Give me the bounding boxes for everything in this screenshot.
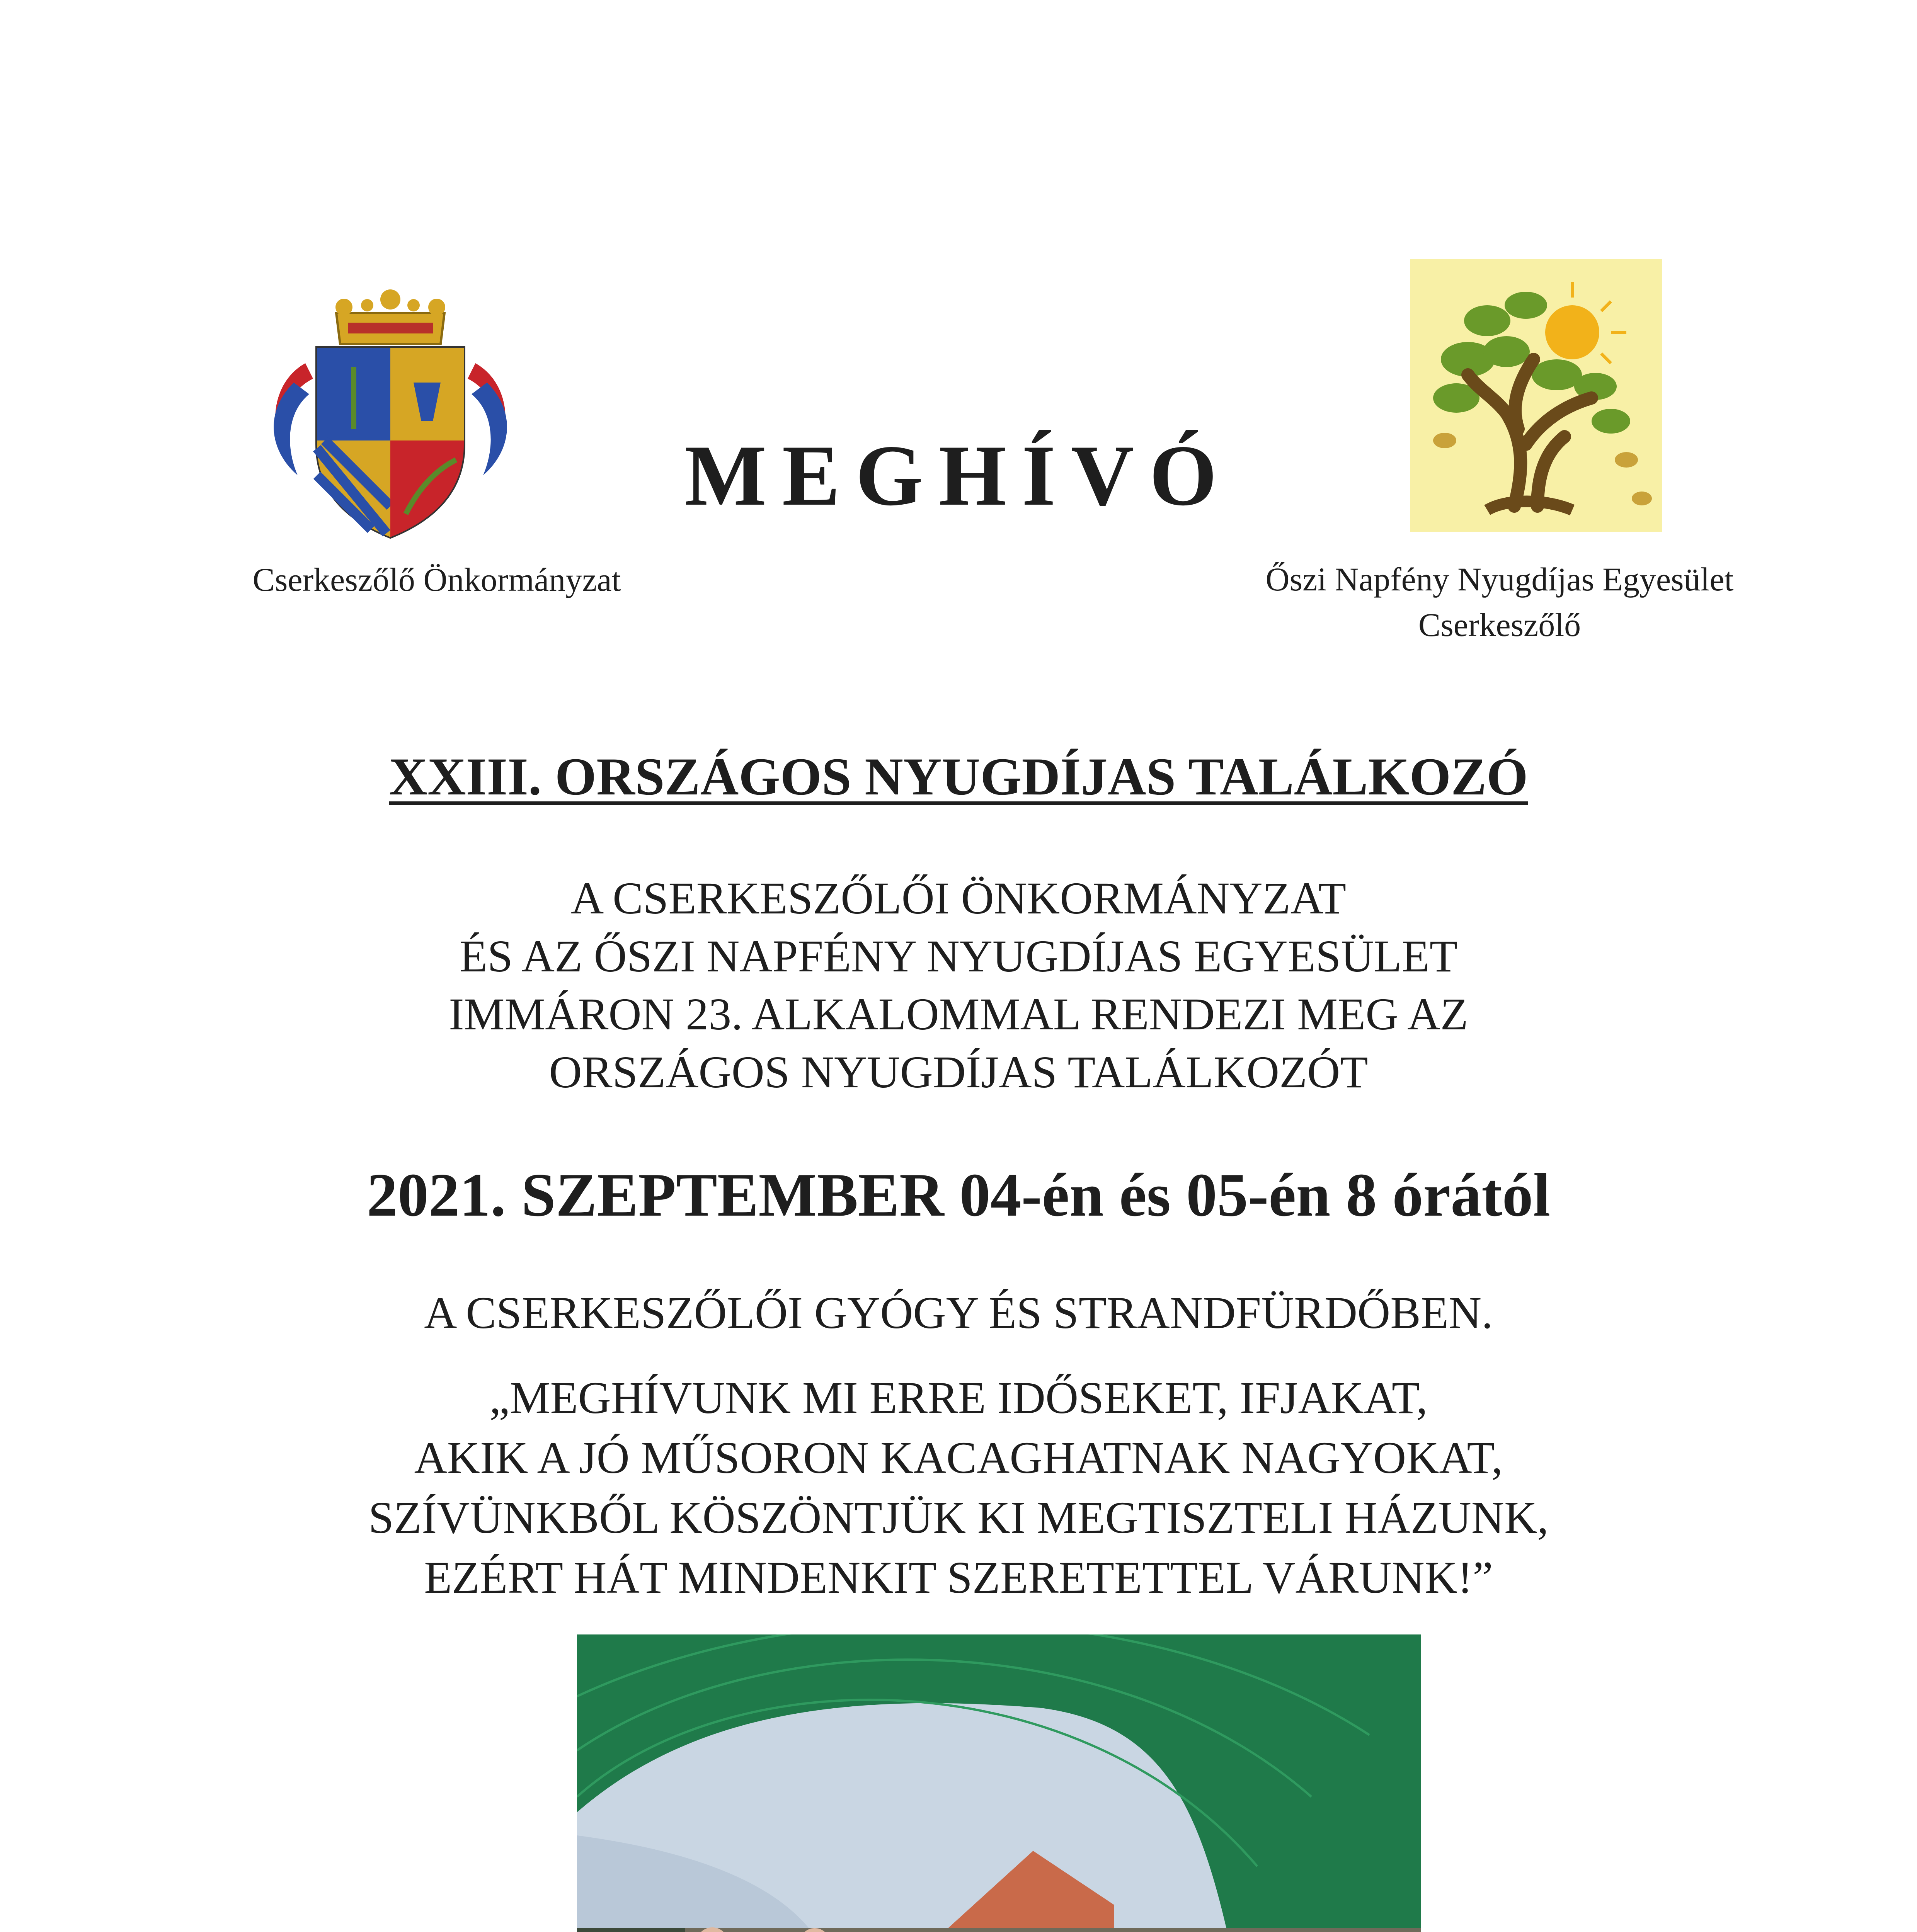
right-organization <box>1190 556 1809 648</box>
right-organization-name: Őszi Napfény Nyugdíjas Egyesület <box>1265 561 1734 598</box>
poem-line: EZÉRT HÁT MINDENKIT SZERETETTEL VÁRUNK!” <box>424 1552 1493 1603</box>
intro-line: A CSERKESZŐLŐI ÖNKORMÁNYZAT <box>570 873 1347 923</box>
left-organization: Cserkeszőlő Önkormányzat <box>252 561 621 598</box>
intro-line: IMMÁRON 23. ALKALOMMAL RENDEZI MEG AZ <box>449 989 1468 1039</box>
poem-line: SZÍVÜNKBŐL KÖSZÖNTJÜK KI MEGTISZTELI HÁZUNK, <box>368 1492 1549 1543</box>
event-venue: A CSERKESZŐLŐI GYÓGY ÉS STRANDFÜRDŐBEN. <box>424 1287 1493 1338</box>
page-title: MEGHÍVÓ <box>684 427 1233 524</box>
tree-sun-emblem-icon <box>1410 259 1662 532</box>
event-headline <box>0 746 1917 807</box>
right-organization-city: Cserkeszőlő <box>1418 606 1581 643</box>
intro-line: ORSZÁGOS NYUGDÍJAS TALÁLKOZÓT <box>549 1047 1368 1097</box>
poem-line: AKIK A JÓ MŰSORON KACAGHATNAK NAGYOKAT, <box>414 1432 1503 1483</box>
event-headline-text: XXIII. ORSZÁGOS NYUGDÍJAS TALÁLKOZÓ <box>389 747 1528 806</box>
poem-line: „MEGHÍVUNK MI ERRE IDŐSEKET, IFJAKAT, <box>489 1372 1428 1423</box>
invitation-poem <box>0 1368 1917 1607</box>
choir-photo <box>577 1634 1421 1932</box>
event-date: 2021. SZEPTEMBER 04-én és 05-én 8 órától <box>366 1160 1551 1229</box>
coat-of-arms-icon <box>259 267 522 545</box>
intro-line: ÉS AZ ŐSZI NAPFÉNY NYUGDÍJAS EGYESÜLET <box>460 931 1457 981</box>
intro-paragraph <box>0 869 1917 1101</box>
